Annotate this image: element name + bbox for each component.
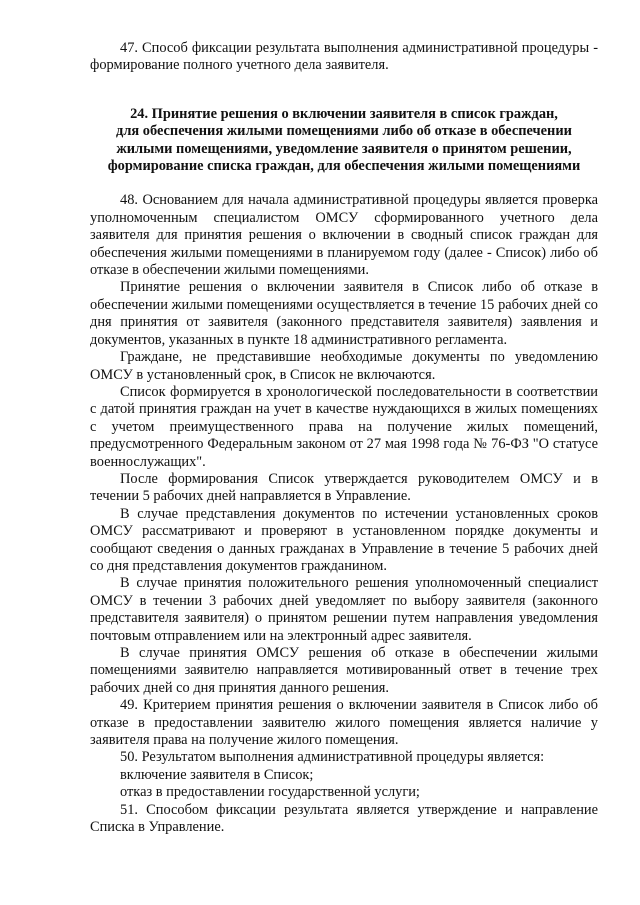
list-item-refusal: отказ в предоставлении государственной услуги; <box>120 784 420 801</box>
paragraph-list-formation: Список формируется в хронологической последовательности в соответствии с датой принятия граждан на учет в качестве нуждающихся в жилых помещениях с учетом преимущественного права на получение жилых помещений, предусмотренного Федеральным законом от 27 мая 1998 года № 76-ФЗ "О статусе военнослужащих". <box>90 383 598 470</box>
section-heading-24 <box>90 106 598 176</box>
heading-line-3: жилыми помещениями, уведомление заявителя о принятом решении, <box>116 140 572 157</box>
heading-line-4: формирование списка граждан, для обеспечения жилыми помещениями <box>107 158 581 175</box>
paragraph-48: 48. Основанием для начала административной процедуры является проверка уполномоченным специалистом ОМСУ сформированного учетного дела заявителя для принятия решения о включении в сводный список граждан для обеспечения жилыми помещениями в планируемом году (далее - Список) либо об отказе в обеспечении жилыми помещениями. <box>90 192 598 279</box>
paragraph-late-documents: В случае представления документов по истечении установленных сроков ОМСУ рассматривают и проверяют в установленном порядке документы и сообщают сведения о данных гражданах в Управление в течение 5 рабочих дней со дня представления документов гражданином. <box>90 505 598 574</box>
paragraph-50: 50. Результатом выполнения административной процедуры является: <box>120 749 545 766</box>
paragraph-not-included: Граждане, не представившие необходимые документы по уведомлению ОМСУ в установленный срок, в Список не включаются. <box>90 349 598 383</box>
heading-line-2: для обеспечения жилыми помещениями либо об отказе в обеспечении <box>116 123 572 140</box>
paragraph-decision-deadline: Принятие решения о включении заявителя в Список либо об отказе в обеспечении жилыми помещениями осуществляется в течение 15 рабочих дней со дня принятия от заявителя (законного представителя заявителя) заявления и документов, указанных в пункте 18 административного регламента. <box>90 279 598 348</box>
paragraph-list-approval: После формирования Список утверждается руководителем ОМСУ и в течении 5 рабочих дней направляется в Управление. <box>90 470 598 505</box>
paragraph-49: 49. Критерием принятия решения о включении заявителя в Список либо об отказе в предоставлении заявителю жилого помещения является наличие у заявителя права на получение жилого помещения. <box>90 697 598 749</box>
list-item-inclusion: включение заявителя в Список; <box>120 766 314 783</box>
document-page <box>90 40 598 836</box>
paragraph-47: 47. Способ фиксации результата выполнения административной процедуры - формирование полного учетного дела заявителя. <box>90 40 598 74</box>
heading-line-1: 24. Принятие решения о включении заявителя в список граждан, <box>130 105 558 122</box>
paragraph-positive-decision: В случае принятия положительного решения уполномоченный специалист ОМСУ в течении 3 рабочих дней уведомляет по выбору заявителя (законного представителя заявителя) о принятом решении путем направления уведомления почтовым отправлением или на электронный адрес заявителя. <box>90 575 598 644</box>
paragraph-51: 51. Способом фиксации результата является утверждение и направление Списка в Управление. <box>90 801 598 836</box>
paragraph-refusal: В случае принятия ОМСУ решения об отказе в обеспечении жилыми помещениями заявителю направляется мотивированный ответ в течение трех рабочих дней со дня принятия данного решения. <box>90 645 598 696</box>
